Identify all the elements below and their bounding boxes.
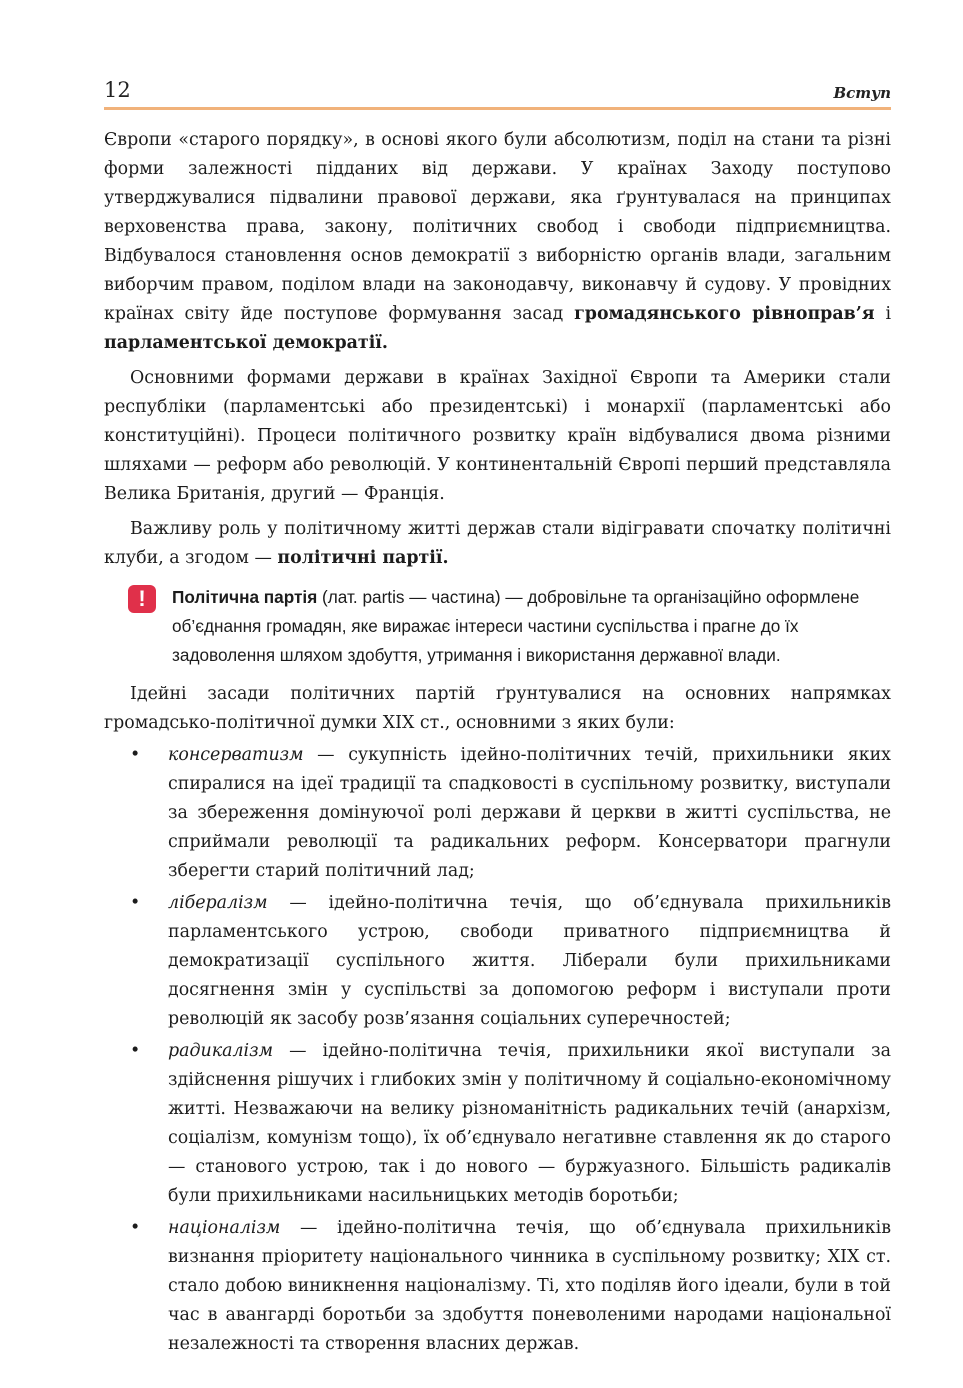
list-item-text: — ідейно-політична течія, що об’єднувала прихильників визнання пріоритету національного чинника в суспільному розвитку; XIX ст. стало добою виникнення націоналізму. Ті, хто поділяв його ідеали, були в той час в авангарді боротьби за здобуття поневоленими народами національної незалежності та створення власних держав.: [168, 1218, 891, 1354]
list-item: [104, 1037, 891, 1211]
list-item-term: консерватизм: [168, 745, 304, 765]
paragraph-4: Ідейні засади політичних партій ґрунтувалися на основних напрямках громадсько-політичної думки XIX ст., основними з яких були:: [104, 684, 891, 733]
bullet-icon: •: [130, 893, 141, 913]
list-item-text: — сукупність ідейно-політичних течій, прихильники яких спиралися на ідеї традиції та спадковості в суспільному розвитку, виступали за збереження домінуючої ролі держави й церкви в житті суспільства, не сприймали революції та радикальних реформ. Консерватори прагнули зберегти старий політичний лад;: [168, 745, 891, 881]
list-item-term: націоналізм: [168, 1218, 281, 1238]
bullet-icon: •: [130, 745, 141, 765]
ideology-list: [104, 741, 891, 1359]
bold-term: політичні партії.: [277, 548, 449, 568]
paragraph-1: Європи «старого порядку», в основі якого були абсолютизм, поділ на стани та різні форми залежності підданих від держави. У країнах Заходу поступово утверджувалися підвалини правової держави, яка ґрунтувалася на принципах верховенства права, закону, політичних свобод і свободи підприємництва. Відбувалося становлення основ демократії з виборністю органів влади, загальним виборчим правом, поділом влади на законодавчу, виконавчу й судову. У провідних країнах світу йде поступове формування засад громадянського рівноправ’я і парламентської демократії.: [104, 130, 892, 353]
list-item-term: радикалізм: [168, 1041, 274, 1061]
bold-term: громадянського рівноправ’я: [574, 304, 875, 324]
exclamation-icon: !: [128, 585, 156, 613]
definition-text: (лат. partis — частина) — добровільне та організаційно оформлене об’єднання громадян, яке виражає інтереси частини суспільства і прагне до їх задоволення шляхом здобуття, утримання і використання державної влади.: [172, 587, 860, 665]
bold-term: парламентської демократії.: [104, 333, 388, 353]
list-item: [104, 1214, 891, 1359]
list-item-term: лібералізм: [168, 893, 268, 913]
page-number: 12: [104, 78, 131, 102]
bullet-icon: •: [130, 1041, 141, 1061]
paragraph-2: Основними формами держави в країнах Західної Європи та Америки стали республіки (парламентські або президентські) і монархії (парламентські або конституційні). Процеси політичного розвитку країн відбувалися двома різними шляхами — реформ або революцій. У континентальній Європі перший представляла Велика Британія, другий — Франція.: [104, 368, 891, 504]
list-item: [104, 889, 891, 1034]
definition-term: Політична партія: [172, 587, 318, 607]
definition-box: [128, 583, 891, 670]
page-header: [104, 76, 891, 106]
section-title: Вступ: [833, 84, 891, 102]
bullet-icon: •: [130, 1218, 141, 1238]
list-item: [104, 741, 891, 886]
paragraph-3: Важливу роль у політичному житті держав стали відігравати спочатку політичні клуби, а згодом — політичні партії.: [104, 519, 891, 568]
header-rule: [104, 107, 891, 110]
page-body: [104, 126, 891, 1359]
list-item-text: — ідейно-політична течія, прихильники якої виступали за здійснення рішучих і глибоких змін у політичному й соціально-економічному житті. Незважаючи на велику різноманітність радикальних течій (анархізм, соціалізм, комунізм тощо), їх об’єднувало негативне ставлення як до старого — станового устрою, так і до нового — буржуазного. Більшість радикалів були прихильниками насильницьких методів боротьби;: [168, 1041, 891, 1206]
list-item-text: — ідейно-політична течія, що об’єднувала прихильників парламентського устрою, свободи приватного підприємництва й демократизації суспільного життя. Ліберали були прихильниками досягнення змін у суспільстві за допомогою реформ і виступали проти революцій як засобу розв’язання соціальних суперечностей;: [168, 893, 891, 1029]
